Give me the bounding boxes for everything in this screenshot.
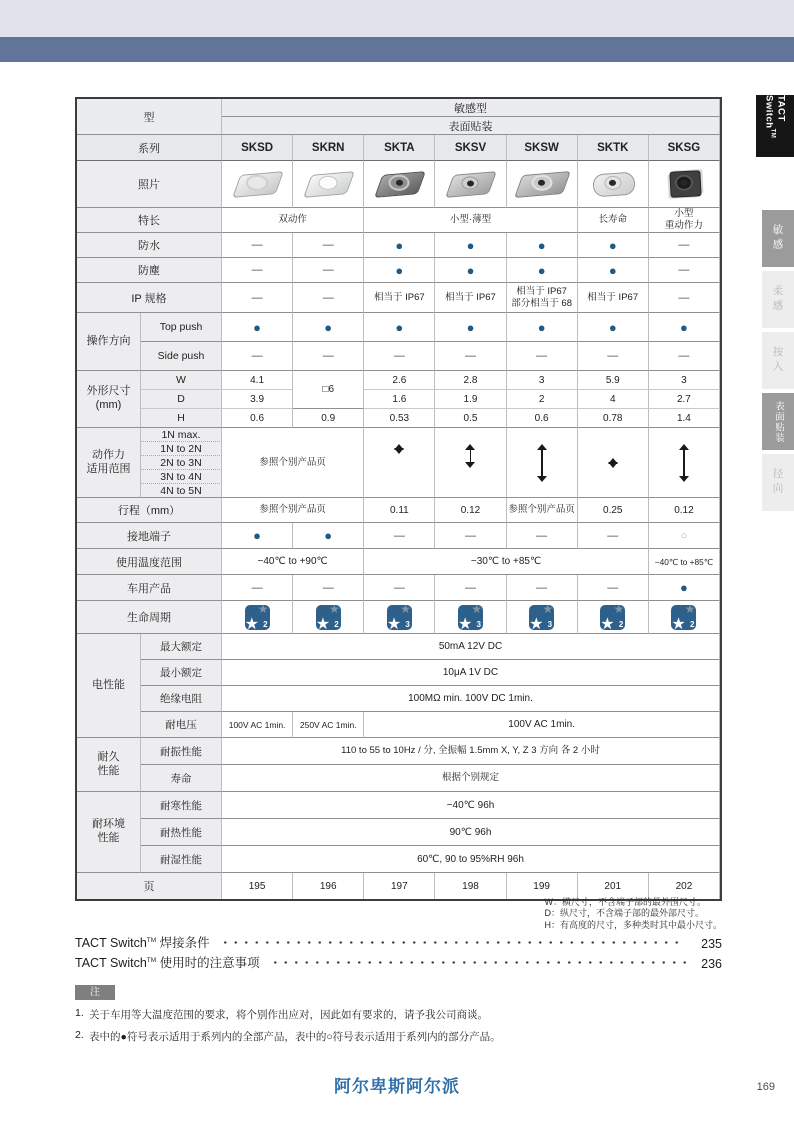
page-ref[interactable]: 201 bbox=[578, 873, 649, 899]
row-label-d: D bbox=[141, 390, 222, 409]
dim-w-value: 4.1 bbox=[222, 371, 293, 390]
travel-value: 0.12 bbox=[435, 498, 506, 523]
photo-cell bbox=[507, 161, 578, 208]
sidebar-tab-label: 敏感 bbox=[771, 224, 784, 253]
side-push-value: — bbox=[435, 342, 506, 371]
force-range-label: 4N to 5N bbox=[141, 484, 222, 498]
photo-cell bbox=[222, 161, 293, 208]
product-photo-sktk bbox=[587, 168, 639, 200]
row-label-temperature: 使用温度范围 bbox=[77, 549, 222, 575]
table-row-feature bbox=[77, 208, 720, 233]
series-sksd: SKSD bbox=[222, 135, 293, 161]
dim-w-value: 3 bbox=[649, 371, 720, 390]
dustproof-value: ● bbox=[578, 258, 649, 283]
page-ref[interactable]: 197 bbox=[364, 873, 435, 899]
temperature-value: −30℃ to +85℃ bbox=[364, 549, 649, 575]
waterproof-value: — bbox=[293, 233, 364, 258]
notes-section bbox=[75, 982, 735, 1044]
series-sksv: SKSV bbox=[435, 135, 506, 161]
toc-page-number: 235 bbox=[701, 937, 722, 951]
page-ref[interactable]: 195 bbox=[222, 873, 293, 899]
automotive-value: — bbox=[364, 575, 435, 601]
table-row-ip bbox=[77, 283, 720, 313]
force-range-label: 3N to 4N bbox=[141, 470, 222, 484]
waterproof-value: ● bbox=[507, 233, 578, 258]
heat-value: 90℃ 96h bbox=[222, 819, 720, 846]
top-push-value: ● bbox=[649, 313, 720, 342]
product-photo-skrn bbox=[302, 168, 354, 200]
dim-w-value: 2.6 bbox=[364, 371, 435, 390]
table-row-life bbox=[77, 765, 720, 792]
series-sksg: SKSG bbox=[649, 135, 720, 161]
ground-value: ● bbox=[222, 523, 293, 549]
withstand-value: 250V AC 1min. bbox=[293, 712, 364, 738]
force-range-label: 1N max. bbox=[141, 428, 222, 442]
force-range-arrow bbox=[608, 458, 618, 468]
row-label-lifecycle: 生命周期 bbox=[77, 601, 222, 634]
lifecycle-cell bbox=[507, 601, 578, 634]
photo-cell bbox=[649, 161, 720, 208]
side-push-value: — bbox=[507, 342, 578, 371]
table-row-heat bbox=[77, 819, 720, 846]
dim-h-value: 0.6 bbox=[507, 409, 578, 428]
lifecycle-cell bbox=[293, 601, 364, 634]
temperature-value: −40℃ to +85℃ bbox=[649, 549, 720, 575]
force-range-cell-sksw bbox=[507, 428, 578, 498]
travel-value: 参照个别产品页 bbox=[222, 498, 364, 523]
ground-value: — bbox=[507, 523, 578, 549]
sidebar-tab-label: 径向 bbox=[771, 468, 784, 497]
cold-value: −40℃ 96h bbox=[222, 792, 720, 819]
force-range-label: 1N to 2N bbox=[141, 442, 222, 456]
note-item-1: 1. 关于车用等大温度范围的要求，将个别作出应对，因此如有要求的，请予我公司商谈。 bbox=[75, 1007, 488, 1021]
feature-dual-action: 双动作 bbox=[222, 208, 364, 233]
ground-value: ○ bbox=[649, 523, 720, 549]
top-push-value: ● bbox=[578, 313, 649, 342]
row-label-dimensions: 外形尺寸 (mm) bbox=[77, 371, 141, 428]
row-label-min-rating: 最小额定 bbox=[141, 660, 222, 686]
ip-value: 相当于 IP67 bbox=[435, 283, 506, 313]
feature-small-thin: 小型·薄型 bbox=[364, 208, 577, 233]
header-band-blue bbox=[0, 37, 794, 62]
force-range-arrow bbox=[537, 444, 547, 482]
row-label-ip: IP 规格 bbox=[77, 283, 222, 313]
lifecycle-star-badge: ★ ★ 3 bbox=[386, 601, 411, 633]
row-label-vibration: 耐振性能 bbox=[141, 738, 222, 765]
dustproof-value: — bbox=[293, 258, 364, 283]
photo-cell bbox=[435, 161, 506, 208]
automotive-value: ● bbox=[649, 575, 720, 601]
travel-value: 0.25 bbox=[578, 498, 649, 523]
lifecycle-cell bbox=[222, 601, 293, 634]
dotted-leader bbox=[270, 956, 686, 968]
row-label-force: 动作力 适用范围 bbox=[77, 428, 141, 498]
dim-d-value: 3.9 bbox=[222, 390, 293, 409]
table-row-automotive bbox=[77, 575, 720, 601]
product-photo-sksv bbox=[444, 168, 496, 200]
feature-sksg: 小型 重动作力 bbox=[649, 208, 720, 233]
row-label-waterproof: 防水 bbox=[77, 233, 222, 258]
table-row-lifecycle bbox=[77, 601, 720, 634]
lifecycle-star-badge: ★ ★ 2 bbox=[244, 601, 269, 633]
table-row-type-1 bbox=[77, 99, 720, 117]
table-row-vibration bbox=[77, 738, 720, 765]
row-label-dustproof: 防塵 bbox=[77, 258, 222, 283]
table-row-series bbox=[77, 135, 720, 161]
row-label-photo: 照片 bbox=[77, 161, 222, 208]
force-range-cell-sksv bbox=[435, 428, 506, 498]
dustproof-value: ● bbox=[435, 258, 506, 283]
page-ref[interactable]: 202 bbox=[649, 873, 720, 899]
table-row-force-1 bbox=[77, 428, 720, 442]
humidity-value: 60℃, 90 to 95%RH 96h bbox=[222, 846, 720, 873]
waterproof-value: — bbox=[649, 233, 720, 258]
waterproof-value: ● bbox=[578, 233, 649, 258]
feature-long-life: 长寿命 bbox=[578, 208, 649, 233]
row-label-feature: 特长 bbox=[77, 208, 222, 233]
table-row-waterproof bbox=[77, 233, 720, 258]
table-row-withstand bbox=[77, 712, 720, 738]
force-range-cell-sksg bbox=[649, 428, 720, 498]
vibration-value: 110 to 55 to 10Hz / 分, 全振幅 1.5mm X, Y, Z 3 方向 各 2 小时 bbox=[222, 738, 720, 765]
travel-value: 参照个别产品页 bbox=[507, 498, 578, 523]
sidebar-tab-label: 柔感 bbox=[771, 285, 784, 314]
dim-d-value: 1.6 bbox=[364, 390, 435, 409]
row-label-w: W bbox=[141, 371, 222, 390]
table-row-travel bbox=[77, 498, 720, 523]
product-photo-skta bbox=[373, 168, 425, 200]
product-photo-sksw bbox=[516, 168, 568, 200]
dim-h-value: 0.53 bbox=[364, 409, 435, 428]
automotive-value: — bbox=[293, 575, 364, 601]
row-label-withstand: 耐电压 bbox=[141, 712, 222, 738]
footnote-w: W：横尺寸，不含端子部的最外围尺寸。 bbox=[544, 897, 706, 907]
waterproof-value: ● bbox=[435, 233, 506, 258]
side-push-value: — bbox=[364, 342, 435, 371]
ip-value: — bbox=[649, 283, 720, 313]
dim-w-value: 5.9 bbox=[578, 371, 649, 390]
ip-value: 相当于 IP67 部分相当于 68 bbox=[507, 283, 578, 313]
lifecycle-cell bbox=[364, 601, 435, 634]
max-rating-value: 50mA 12V DC bbox=[222, 634, 720, 660]
top-push-value: ● bbox=[435, 313, 506, 342]
automotive-value: — bbox=[435, 575, 506, 601]
ground-value: — bbox=[578, 523, 649, 549]
toc-page-number: 236 bbox=[701, 957, 722, 971]
sidebar-tab-label: TACT Switch™ bbox=[763, 95, 787, 139]
force-range-label: 2N to 3N bbox=[141, 456, 222, 470]
dustproof-value: ● bbox=[507, 258, 578, 283]
row-label-h: H bbox=[141, 409, 222, 428]
sidebar-tab-sensitive[interactable] bbox=[762, 210, 794, 267]
series-sksw: SKSW bbox=[507, 135, 578, 161]
force-range-arrow bbox=[465, 444, 475, 468]
temperature-value: −40℃ to +90℃ bbox=[222, 549, 364, 575]
top-push-value: ● bbox=[364, 313, 435, 342]
force-range-cell-skta bbox=[364, 428, 435, 498]
toc bbox=[75, 931, 722, 971]
table-row-photo bbox=[77, 161, 720, 208]
top-push-value: ● bbox=[293, 313, 364, 342]
life-value: 根据个别规定 bbox=[222, 765, 720, 792]
lifecycle-star-badge: ★ ★ 2 bbox=[671, 601, 696, 633]
photo-cell bbox=[364, 161, 435, 208]
automotive-value: — bbox=[578, 575, 649, 601]
top-push-value: ● bbox=[222, 313, 293, 342]
force-range-arrow bbox=[679, 444, 689, 482]
waterproof-value: — bbox=[222, 233, 293, 258]
table-row-top-push bbox=[77, 313, 720, 342]
photo-cell bbox=[578, 161, 649, 208]
row-label-page: 页 bbox=[77, 873, 222, 899]
dim-d-value: 4 bbox=[578, 390, 649, 409]
dustproof-value: ● bbox=[364, 258, 435, 283]
min-rating-value: 10μA 1V DC bbox=[222, 660, 720, 686]
series-skta: SKTA bbox=[364, 135, 435, 161]
table-row-dim-w bbox=[77, 371, 720, 390]
row-label-electrical: 电性能 bbox=[77, 634, 141, 738]
dim-d-value: 2 bbox=[507, 390, 578, 409]
product-photo-sksd bbox=[231, 168, 283, 200]
lifecycle-cell bbox=[435, 601, 506, 634]
row-label-automotive: 车用产品 bbox=[77, 575, 222, 601]
row-label-environment: 耐环境 性能 bbox=[77, 792, 141, 873]
table-row-temperature bbox=[77, 549, 720, 575]
page-ref[interactable]: 196 bbox=[293, 873, 364, 899]
dotted-leader bbox=[220, 936, 686, 948]
dim-w-value: 2.8 bbox=[435, 371, 506, 390]
page-ref[interactable]: 198 bbox=[435, 873, 506, 899]
product-photo-sksg bbox=[658, 168, 710, 200]
page-number: 169 bbox=[756, 1081, 775, 1093]
travel-value: 0.11 bbox=[364, 498, 435, 523]
dim-h-value: 0.6 bbox=[222, 409, 293, 428]
footnote-h: H：有高度的尺寸，多种类时其中最小尺寸。 bbox=[544, 919, 722, 930]
type-category-smd: 表面贴装 bbox=[222, 117, 720, 135]
photo-cell bbox=[293, 161, 364, 208]
ground-value: — bbox=[435, 523, 506, 549]
spec-table bbox=[75, 97, 722, 901]
side-push-value: — bbox=[649, 342, 720, 371]
sidebar-tab-label: 表面贴装 bbox=[773, 400, 784, 443]
table-row-max-rating bbox=[77, 634, 720, 660]
row-label-direction: 操作方向 bbox=[77, 313, 141, 371]
row-label-cold: 耐寒性能 bbox=[141, 792, 222, 819]
series-sktk: SKTK bbox=[578, 135, 649, 161]
table-row-min-rating bbox=[77, 660, 720, 686]
table-row-dustproof bbox=[77, 258, 720, 283]
row-label-durability: 耐久 性能 bbox=[77, 738, 141, 792]
footer-brand: 阿尔卑斯阿尔派 bbox=[334, 1077, 460, 1096]
sidebar-tab-smd[interactable] bbox=[762, 393, 794, 450]
table-row-cold bbox=[77, 792, 720, 819]
row-label-type: 型 bbox=[77, 99, 222, 135]
toc-title: TACT Switch™ 焊接条件 bbox=[75, 936, 210, 950]
force-range-cell-sktk bbox=[578, 428, 649, 498]
side-push-value: — bbox=[222, 342, 293, 371]
table-row-dim-d bbox=[77, 390, 720, 409]
sidebar-tab-label: 按入 bbox=[771, 346, 784, 375]
table-row-insulation bbox=[77, 686, 720, 712]
automotive-value: — bbox=[507, 575, 578, 601]
table-row-humidity bbox=[77, 846, 720, 873]
ground-value: — bbox=[364, 523, 435, 549]
withstand-value: 100V AC 1min. bbox=[364, 712, 720, 738]
row-label-max-rating: 最大额定 bbox=[141, 634, 222, 660]
lifecycle-star-badge: ★ ★ 3 bbox=[457, 601, 482, 633]
toc-title: TACT Switch™ 使用时的注意事项 bbox=[75, 956, 260, 970]
toc-item-precautions[interactable] bbox=[75, 951, 722, 971]
table-row-page bbox=[77, 873, 720, 899]
top-push-value: ● bbox=[507, 313, 578, 342]
ip-value: 相当于 IP67 bbox=[578, 283, 649, 313]
ground-value: ● bbox=[293, 523, 364, 549]
force-range-arrow bbox=[394, 444, 404, 454]
ip-value: 相当于 IP67 bbox=[364, 283, 435, 313]
table-row-ground bbox=[77, 523, 720, 549]
sidebar-tab-radial[interactable] bbox=[762, 454, 794, 511]
waterproof-value: ● bbox=[364, 233, 435, 258]
footnote-d: D：纵尺寸，不含端子部的最外部尺寸。 bbox=[544, 908, 704, 919]
table-row-dim-h bbox=[77, 409, 720, 428]
dim-h-value: 0.5 bbox=[435, 409, 506, 428]
insulation-value: 100MΩ min. 100V DC 1min. bbox=[222, 686, 720, 712]
spec-table-wrap bbox=[75, 97, 722, 901]
ip-value: — bbox=[293, 283, 364, 313]
lifecycle-star-badge: ★ ★ 2 bbox=[315, 601, 340, 633]
row-label-travel: 行程（mm） bbox=[77, 498, 222, 523]
row-label-humidity: 耐湿性能 bbox=[141, 846, 222, 873]
dim-h-value: 1.4 bbox=[649, 409, 720, 428]
automotive-value: — bbox=[222, 575, 293, 601]
note-item-2: 2. 表中的●符号表示适用于系列内的全部产品，表中的○符号表示适用于系列内的部分产品。 bbox=[75, 1029, 501, 1043]
dim-d-value: 1.9 bbox=[435, 390, 506, 409]
row-label-side-push: Side push bbox=[141, 342, 222, 371]
row-label-life: 寿命 bbox=[141, 765, 222, 792]
type-category-sensitive: 敏感型 bbox=[222, 99, 720, 117]
sidebar-tab-tact-switch[interactable] bbox=[756, 95, 794, 157]
dim-h-value: 0.78 bbox=[578, 409, 649, 428]
page-ref[interactable]: 199 bbox=[507, 873, 578, 899]
header-band-light bbox=[0, 0, 794, 37]
sidebar-tab-push-in[interactable] bbox=[762, 332, 794, 389]
ip-value: — bbox=[222, 283, 293, 313]
dim-w-value: 3 bbox=[507, 371, 578, 390]
dim-skrn-wd: □6 bbox=[293, 371, 364, 409]
side-push-value: — bbox=[293, 342, 364, 371]
dimension-footnotes bbox=[544, 897, 722, 931]
row-label-heat: 耐热性能 bbox=[141, 819, 222, 846]
note-badge: 注 bbox=[75, 985, 115, 1000]
travel-value: 0.12 bbox=[649, 498, 720, 523]
table-row-side-push bbox=[77, 342, 720, 371]
row-label-series: 系列 bbox=[77, 135, 222, 161]
withstand-value: 100V AC 1min. bbox=[222, 712, 293, 738]
lifecycle-star-badge: ★ ★ 2 bbox=[600, 601, 625, 633]
row-label-ground: 接地端子 bbox=[77, 523, 222, 549]
toc-item-soldering[interactable] bbox=[75, 931, 722, 951]
lifecycle-cell bbox=[649, 601, 720, 634]
sidebar-tab-soft[interactable] bbox=[762, 271, 794, 328]
dustproof-value: — bbox=[222, 258, 293, 283]
side-push-value: — bbox=[578, 342, 649, 371]
force-ref-note: 参照个别产品页 bbox=[222, 428, 364, 498]
dim-h-value: 0.9 bbox=[293, 409, 364, 428]
lifecycle-star-badge: ★ ★ 3 bbox=[529, 601, 554, 633]
row-label-top-push: Top push bbox=[141, 313, 222, 342]
lifecycle-cell bbox=[578, 601, 649, 634]
series-skrn: SKRN bbox=[293, 135, 364, 161]
dustproof-value: — bbox=[649, 258, 720, 283]
dim-d-value: 2.7 bbox=[649, 390, 720, 409]
row-label-insulation: 绝缘电阻 bbox=[141, 686, 222, 712]
